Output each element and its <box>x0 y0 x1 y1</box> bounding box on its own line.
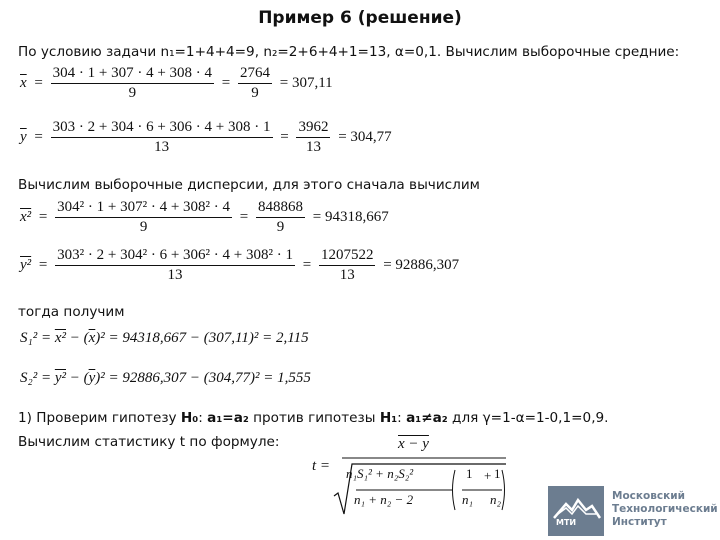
y-mean-lhs: $\overline{y}$ <box>20 129 27 145</box>
hypothesis-h1: H₁ <box>379 410 398 426</box>
hypothesis-suffix: для γ=1-α=1-0,1=0,9. <box>447 410 609 426</box>
s2-lhs: S₂² = <box>20 370 55 386</box>
logo-line3: Институт <box>612 516 667 528</box>
hypothesis-mid1: : <box>198 410 208 426</box>
y-mean-result: = 304,77 <box>338 129 392 145</box>
y2-mean-den2: 13 <box>339 267 355 283</box>
logo-badge: МТИ <box>556 518 577 527</box>
hypothesis-text <box>18 410 608 426</box>
t-n2: n₂ <box>490 492 502 507</box>
x2-mean-result: = 94318,667 <box>312 209 389 225</box>
s1-mid3: $\overline{x}$ <box>88 330 96 346</box>
page-title: Пример 6 (решение) <box>258 8 462 28</box>
y-mean-num2: 3962 <box>296 118 330 138</box>
y2-mean-den1: 13 <box>167 267 183 283</box>
s1-lhs: S₁² = <box>20 330 55 346</box>
y-mean-num1: 303 · 2 + 304 · 6 + 306 · 4 + 308 · 1 <box>51 118 273 138</box>
formula-s1 <box>20 330 309 347</box>
t-n1: n₁ <box>462 492 474 507</box>
s2-mid4: )² = 92886,307 − (304,77)² = 1,555 <box>95 370 311 386</box>
t-num-text: x − y <box>398 436 429 452</box>
s2-mid1: y² <box>54 370 66 386</box>
x-mean-result: = 307,11 <box>279 75 333 91</box>
y2-mean-num2: 1207522 <box>319 246 376 266</box>
x2-mean-num1: 304² · 1 + 307² · 4 + 308² · 4 <box>55 198 232 218</box>
x-mean-den2: 9 <box>251 85 259 101</box>
dispersion-text: Вычислим выборочные дисперсии, для этого сначала вычислим <box>18 177 480 193</box>
x2-mean-lhs: x² <box>20 209 32 225</box>
hypothesis-neq: a₁≠a₂ <box>406 410 448 426</box>
formula-x2-mean: x² = $\frac{\text{304² · 1 + 307² · 4 + 308² · 4}}{9}$ = $\frac{848868}{9}$ = 94318,667 <box>20 199 389 235</box>
hypothesis-h0: H₀ <box>180 410 199 426</box>
hypothesis-mid2: против гипотезы <box>248 410 380 426</box>
t-one-2: 1 <box>494 466 501 481</box>
t-one-1: 1 <box>466 466 473 481</box>
s1-mid1: x² <box>54 330 66 346</box>
y2-mean-lhs: y² <box>20 257 32 273</box>
x2-mean-num2: 848868 <box>256 198 305 218</box>
hypothesis-mid3: : <box>397 410 407 426</box>
formula-s2 <box>20 370 311 387</box>
y-mean-den1: 13 <box>154 139 170 155</box>
s2-mid3: $\overline{y}$ <box>88 370 96 386</box>
t-lhs: t = <box>312 458 331 474</box>
t-den-left-den: n₁ + n₂ − 2 <box>354 492 414 507</box>
x-mean-lhs: $\overline{x}$ <box>20 75 27 91</box>
x2-mean-den2: 9 <box>276 219 285 235</box>
y2-mean-result: = 92886,307 <box>383 257 460 273</box>
s1-mid4: )² = 94318,667 − (307,11)² = 2,115 <box>95 330 309 346</box>
s1-mid2: − ( <box>66 330 89 346</box>
statistic-text: Вычислим статистику t по формуле: <box>18 434 280 450</box>
s2-mid2: − ( <box>66 370 89 386</box>
hypothesis-prefix: 1) Проверим гипотезу <box>18 410 181 426</box>
y2-mean-num1: 303² · 2 + 304² · 6 + 306² · 4 + 308² · 1 <box>55 246 295 266</box>
formula-y2-mean: y² = $\frac{\text{303² · 2 + 304² · 6 + 306² · 4 + 308² · 1}}{13}$ = $\frac{1207522}{13}$ = 92886,307 <box>20 247 460 283</box>
condition-text: По условию задачи n₁=1+4+4=9, n₂=2+6+4+1=13, α=0,1. Вычислим выборочные средние: <box>18 44 680 60</box>
t-den-left: n₁S₁² + n₂S₂² <box>346 466 414 481</box>
y-mean-den2: 13 <box>305 139 321 155</box>
x2-mean-den1: 9 <box>139 219 148 235</box>
hypothesis-eq: a₁=a₂ <box>207 410 249 426</box>
formula-y-mean: $\overline{y}$ = $\frac{303 \cdot 2 + 304 \cdot 6 + 306 \cdot 4 + 308 \cdot 1}{13}$ = $\frac{3962}{13}$ = 304,77 <box>20 119 392 155</box>
logo-line2: Технологический <box>612 503 718 515</box>
formula-x-mean: $\overline{x}$ = $\frac{304 \cdot 1 + 307 \cdot 4 + 308 \cdot 4}{9}$ = $\frac{2764}{9}$ = 307,11 <box>20 65 333 101</box>
x-mean-num2: 2764 <box>238 64 272 84</box>
then-text: тогда получим <box>18 304 125 320</box>
x-mean-den1: 9 <box>128 85 137 101</box>
logo-line1: Московский <box>612 490 685 502</box>
x-mean-num1: 304 · 1 + 307 · 4 + 308 · 4 <box>51 64 214 84</box>
